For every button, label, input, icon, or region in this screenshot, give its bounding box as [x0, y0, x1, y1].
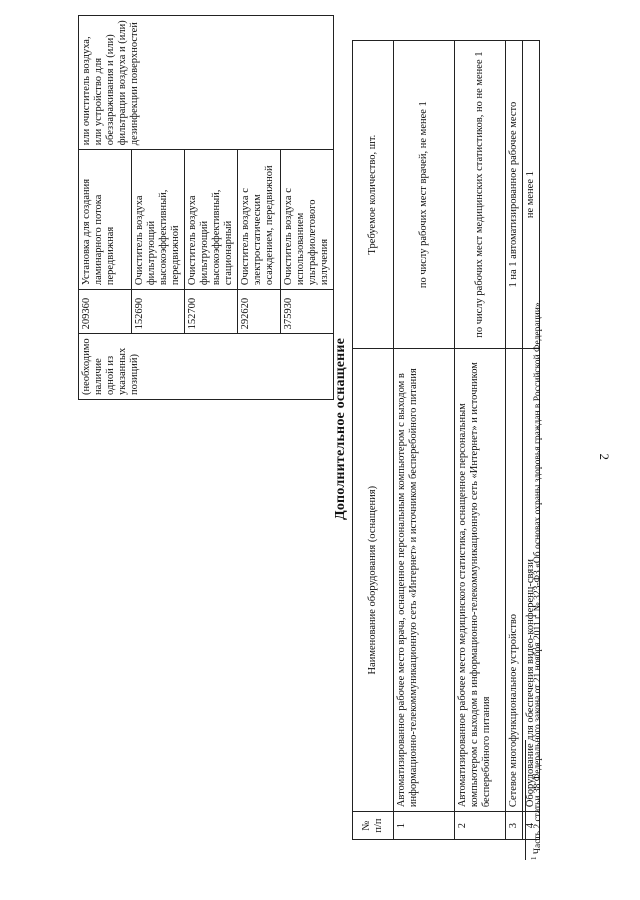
selection-note: (необходимо наличие одной из указанных позиций)	[79, 334, 334, 400]
table-row	[394, 41, 455, 840]
equipment-name: Установка для создания ламинарного потока передвижная	[79, 150, 132, 290]
equipment-name: Очиститель воздуха фильтрующий высокоэффективный, стационарный	[185, 150, 238, 290]
footnote	[530, 300, 543, 860]
row-number: 4	[523, 812, 540, 840]
additional-equipment-table	[352, 40, 540, 840]
equipment-name: Оборудование для обеспечения видео-конференц-связи	[523, 349, 540, 812]
table-header-row	[353, 41, 394, 840]
required-quantity: по числу рабочих мест врачей, не менее 1	[394, 41, 455, 349]
required-quantity: 1 на 1 автоматизированное рабочее место	[506, 41, 523, 349]
equipment-code: 152690	[132, 290, 185, 334]
table-row	[455, 41, 506, 840]
footnote-marker: 1	[530, 856, 538, 860]
equipment-name: Очиститель воздуха с использованием ультрафиолетового излучения	[281, 150, 334, 290]
equipment-name: Автоматизированное рабочее место врача, оснащенное персональным компьютером с выходом в информационно-телекоммуникационную сеть «Интернет» и источником бесперебойного питания	[394, 349, 455, 812]
equipment-name: Автоматизированное рабочее место медицинского статистика, оснащенное персональным компьютером с выходом в информационно-телекоммуникационную сеть «Интернет» и источником бесперебойного питания	[455, 349, 506, 812]
column-header-name: Наименование оборудования (оснащения)	[353, 349, 394, 812]
row-number: 3	[506, 812, 523, 840]
table-row	[79, 16, 132, 400]
column-header-number: № п/п	[353, 812, 394, 840]
equipment-alternatives: или очиститель воздуха, или устройство для обеззараживания и (или) фильтрации воздуха и (или) дезинфекции поверхностей	[79, 16, 334, 150]
row-number: 2	[455, 812, 506, 840]
footnote-text: Часть 2 статьи 38 Федерального закона от 21 ноября 2011 г. № 323-ФЗ «Об основах охраны здоровья граждан в Российской Федерации».	[533, 300, 544, 855]
required-quantity: по числу рабочих мест медицинских статистиков, но не менее 1	[455, 41, 506, 349]
column-header-quantity: Требуемое количество, шт.	[353, 41, 394, 349]
section-heading: Дополнительное оснащение	[333, 337, 348, 520]
equipment-name: Очиститель воздуха фильтрующий высокоэффективный, передвижной	[132, 150, 185, 290]
required-quantity: не менее 1	[523, 41, 540, 349]
row-number: 1	[394, 812, 455, 840]
equipment-name: Сетевое многофункциональное устройство	[506, 349, 523, 812]
table-row	[506, 41, 523, 840]
equipment-code: 209360	[79, 290, 132, 334]
air-purification-table	[78, 15, 334, 400]
page-number: 2	[597, 453, 612, 460]
equipment-code: 292620	[238, 290, 281, 334]
footnote-separator	[525, 740, 526, 860]
equipment-name: Очиститель воздуха с электростатическим осаждением, передвижной	[238, 150, 281, 290]
equipment-code: 375930	[281, 290, 334, 334]
equipment-code: 152700	[185, 290, 238, 334]
